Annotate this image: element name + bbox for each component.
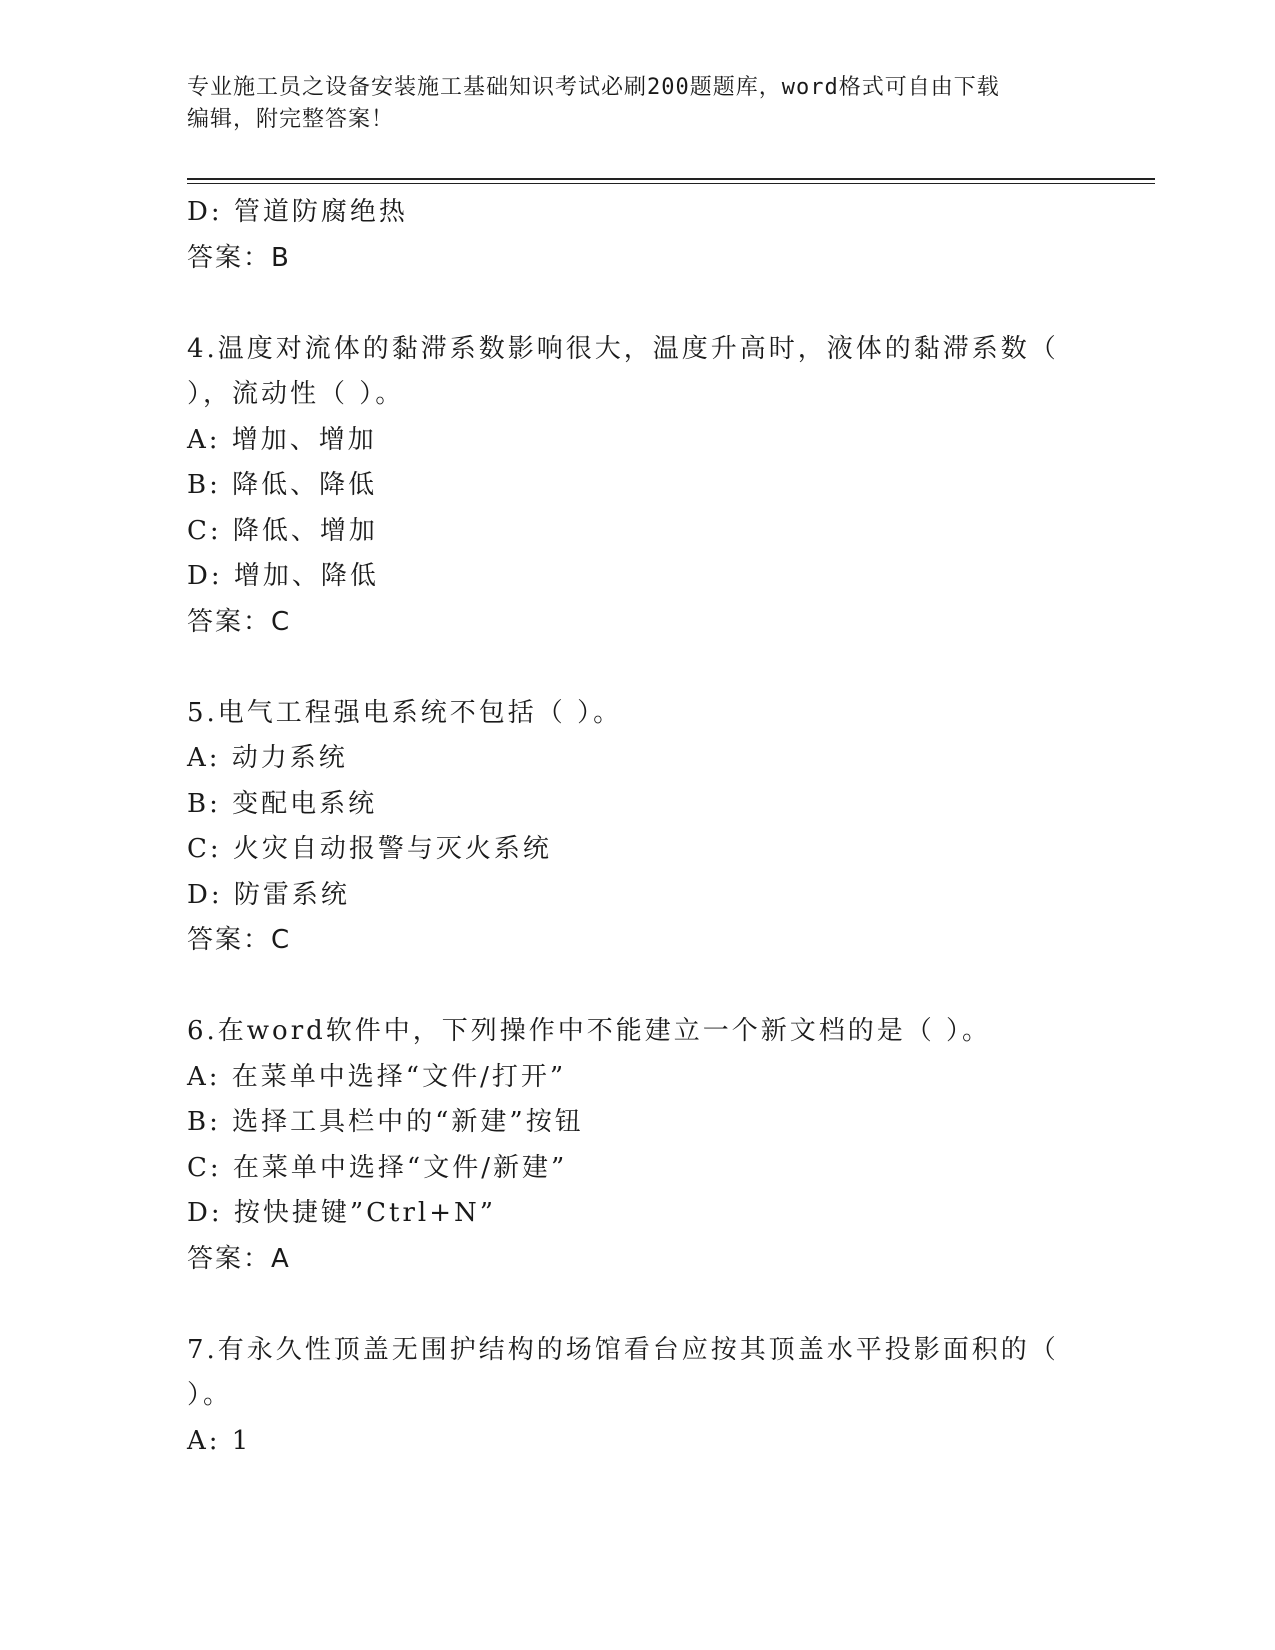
option-line: C: 在菜单中选择“文件/新建” — [187, 1152, 568, 1183]
option-line: B: 选择工具栏中的“新建”按钮 — [187, 1107, 584, 1137]
option-line: A: 在菜单中选择“文件/打开” — [187, 1061, 567, 1092]
question-text: 5.电气工程强电系统不包括（ ）。 — [187, 697, 623, 728]
header-title-line-1: 专业施工员之设备安装施工基础知识考试必刷200题题库，word格式可自由下载 — [187, 75, 1000, 100]
question-text: ）。 — [187, 1380, 233, 1410]
spacer — [187, 964, 1087, 1010]
option-line: D: 按快捷键”Ctrl+N” — [187, 1198, 497, 1228]
question-text: 7.有永久性顶盖无围护结构的场馆看台应按其顶盖水平投影面积的（ — [187, 1334, 1059, 1365]
answer-line: 答案：C — [187, 925, 292, 955]
question-text: 4.温度对流体的黏滞系数影响很大，温度升高时，液体的黏滞系数（ — [187, 333, 1059, 364]
spacer — [187, 645, 1087, 691]
option-line: D: 防雷系统 — [187, 879, 350, 910]
option-line: D: 增加、降低 — [187, 561, 379, 591]
document-header — [187, 72, 1087, 136]
spacer — [187, 281, 1087, 327]
question-text: 6.在word软件中，下列操作中不能建立一个新文档的是（ ）。 — [187, 1016, 992, 1046]
answer-line: 答案：C — [187, 606, 292, 637]
option-line: A: 增加、增加 — [187, 424, 377, 455]
option-line: B: 变配电系统 — [187, 788, 378, 819]
option-line: A: 动力系统 — [187, 743, 348, 773]
option-line: D: 管道防腐绝热 — [187, 197, 408, 227]
question-text: ），流动性（ ）。 — [187, 379, 405, 409]
option-line: B: 降低、降低 — [187, 470, 378, 500]
answer-line: 答案：B — [187, 242, 291, 273]
header-divider — [187, 178, 1155, 180]
option-line: C: 降低、增加 — [187, 515, 378, 546]
header-title-line-2: 编辑，附完整答案！ — [187, 107, 395, 132]
header-divider-thin — [187, 183, 1155, 184]
question-list — [187, 190, 1087, 1464]
answer-line: 答案：A — [187, 1243, 291, 1274]
spacer — [187, 1282, 1087, 1328]
option-line: C: 火灾自动报警与灭火系统 — [187, 834, 552, 864]
option-line: A: 1 — [187, 1425, 252, 1456]
